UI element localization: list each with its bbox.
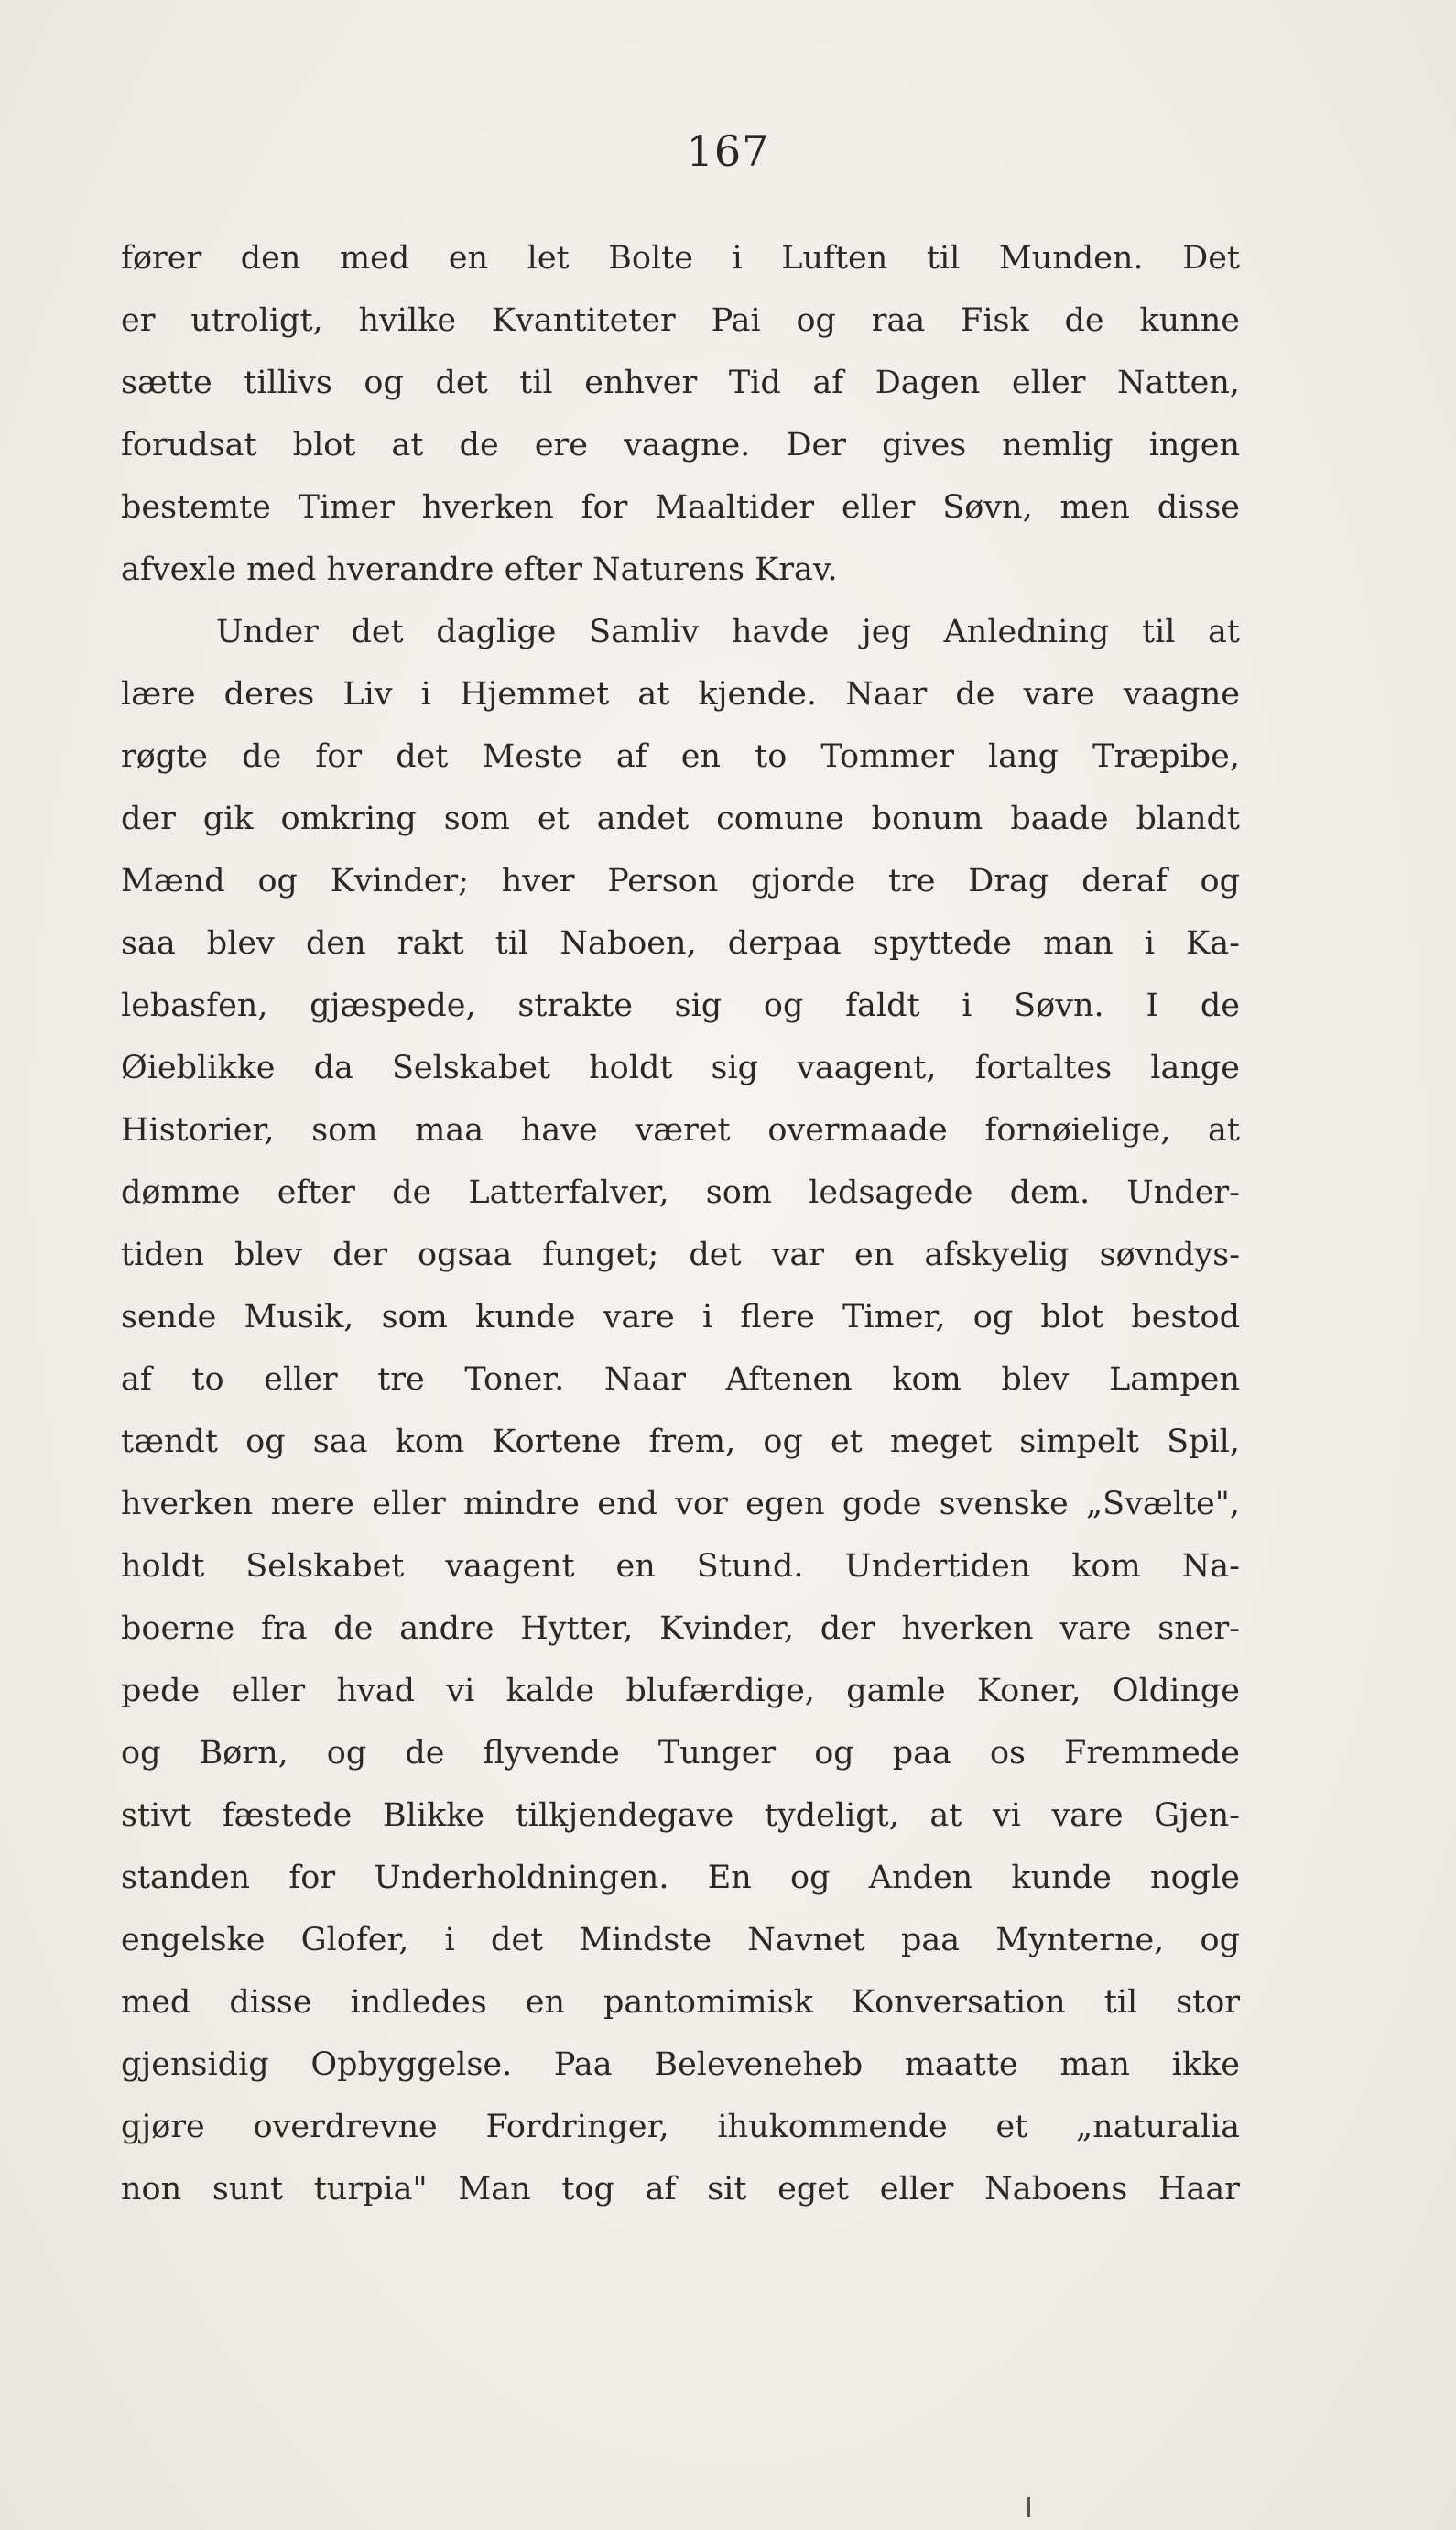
text-line: tændt og saa kom Kortene frem, og et meget simpelt Spil, (121, 1423, 1240, 1460)
text-line: Øieblikke da Selskabet holdt sig vaagent, fortaltes lange (121, 1050, 1240, 1086)
text-line: gjensidig Opbyggelse. Paa Beleveneheb maatte man ikke (121, 2046, 1240, 2083)
text-line: Mænd og Kvinder; hver Person gjorde tre Drag deraf og (121, 863, 1240, 900)
text-line: sende Musik, som kunde vare i flere Timer, og blot bestod (121, 1299, 1240, 1336)
body-text (121, 227, 1240, 2220)
text-line: afvexle med hverandre efter Naturens Krav. (121, 551, 838, 588)
text-line: Historier, som maa have været overmaade fornøielige, at (121, 1112, 1240, 1149)
text-line: engelske Glofer, i det Mindste Navnet paa Mynterne, og (121, 1922, 1240, 1958)
text-line: dømme efter de Latterfalver, som ledsagede dem. Under- (121, 1174, 1240, 1211)
text-line: med disse indledes en pantomimisk Konversation til stor (121, 1984, 1240, 2021)
text-line: forudsat blot at de ere vaagne. Der gives nemlig ingen (121, 427, 1240, 463)
text-line: non sunt turpia" Man tog af sit eget eller Naboens Haar (121, 2171, 1240, 2208)
text-line: stivt fæstede Blikke tilkjendegave tydeligt, at vi vare Gjen- (121, 1797, 1240, 1834)
text-line: bestemte Timer hverken for Maaltider eller Søvn, men disse (121, 489, 1240, 526)
text-line: der gik omkring som et andet comune bonum baade blandt (121, 801, 1240, 837)
text-line: er utroligt, hvilke Kvantiteter Pai og raa Fisk de kunne (121, 302, 1240, 339)
text-line: gjøre overdrevne Fordringer, ihukommende et „naturalia (121, 2109, 1240, 2145)
text-line: af to eller tre Toner. Naar Aftenen kom blev Lampen (121, 1361, 1240, 1398)
text-line: boerne fra de andre Hytter, Kvinder, der hverken vare sner- (121, 1610, 1240, 1647)
text-line: sætte tillivs og det til enhver Tid af Dagen eller Natten, (121, 365, 1240, 401)
text-line: fører den med en let Bolte i Luften til Munden. Det (121, 240, 1240, 277)
page-number: 167 (686, 126, 770, 176)
text-line: og Børn, og de flyvende Tunger og paa os Fremmede (121, 1735, 1240, 1772)
text-line: Under det daglige Samliv havde jeg Anledning til at (216, 614, 1240, 650)
text-line: tiden blev der ogsaa funget; det var en afskyelig søvndys- (121, 1237, 1240, 1273)
paper-mark (1027, 2497, 1030, 2517)
text-line: hverken mere eller mindre end vor egen gode svenske „Svælte", (121, 1486, 1240, 1522)
text-line: pede eller hvad vi kalde blufærdige, gamle Koner, Oldinge (121, 1673, 1240, 1709)
text-line: saa blev den rakt til Naboen, derpaa spyttede man i Ka- (121, 925, 1240, 962)
text-line: holdt Selskabet vaagent en Stund. Undertiden kom Na- (121, 1548, 1240, 1585)
text-line: standen for Underholdningen. En og Anden kunde nogle (121, 1859, 1240, 1896)
text-line: røgte de for det Meste af en to Tommer lang Træpibe, (121, 738, 1240, 775)
text-line: lære deres Liv i Hjemmet at kjende. Naar de vare vaagne (121, 676, 1240, 713)
text-line: lebasfen, gjæspede, strakte sig og faldt i Søvn. I de (121, 987, 1240, 1024)
